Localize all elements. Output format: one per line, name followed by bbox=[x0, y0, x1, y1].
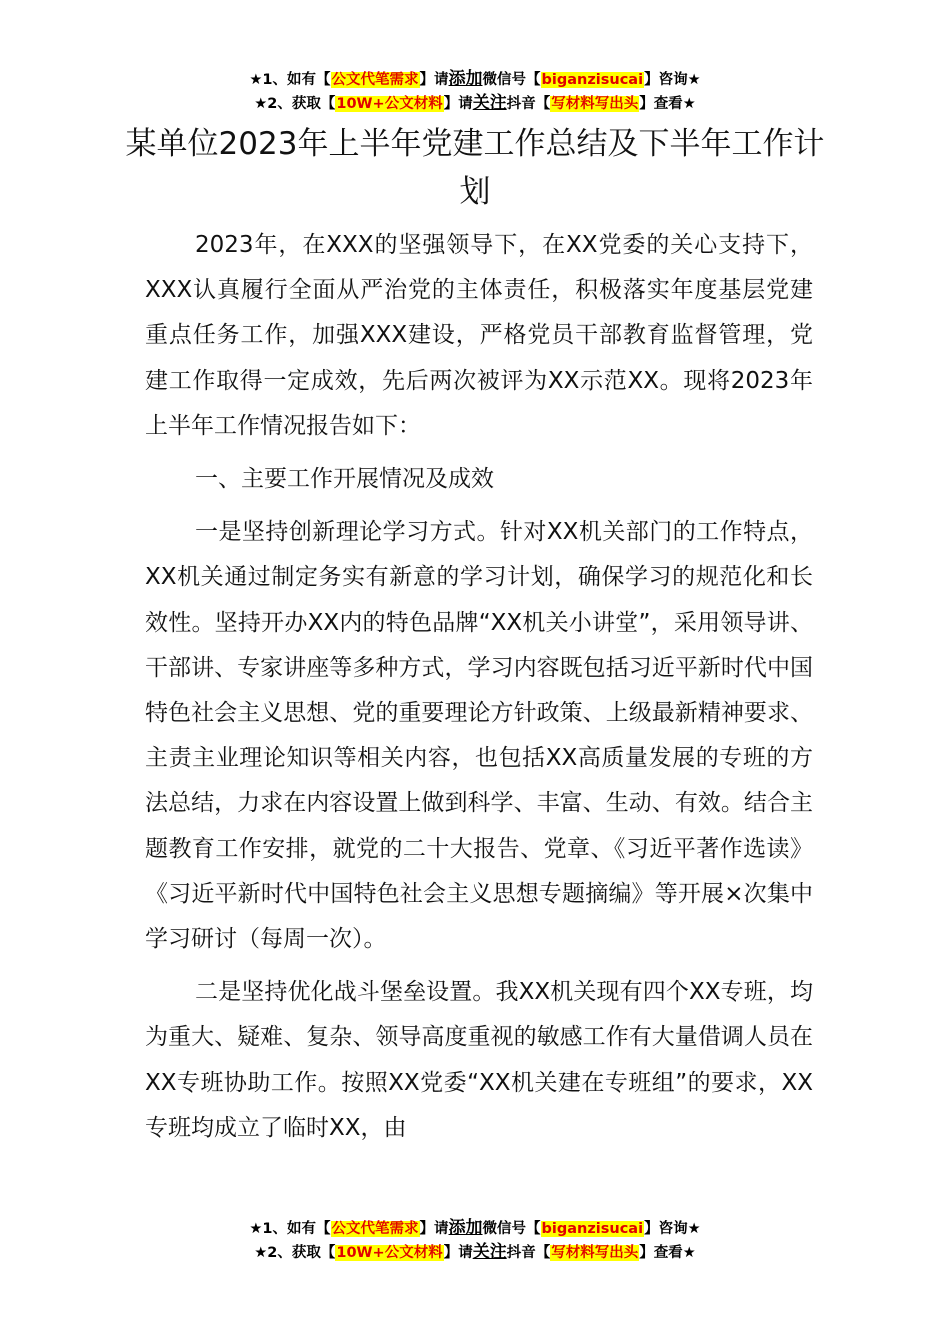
banner-text: 】请 bbox=[419, 72, 449, 88]
top-ad-banner bbox=[0, 68, 950, 116]
banner-text: 】咨询★ bbox=[644, 1221, 701, 1237]
banner-text: 】请 bbox=[443, 96, 473, 112]
banner-text: ★2、获取【 bbox=[254, 1245, 336, 1261]
banner-underlined-text: 关注 bbox=[472, 93, 507, 113]
banner-text: 抖音【 bbox=[506, 96, 551, 112]
banner-text: 】请 bbox=[443, 1245, 473, 1261]
banner-text: ★1、如有【 bbox=[249, 1221, 331, 1237]
highlight-writing-service: 公文代笔需求 bbox=[331, 1221, 419, 1237]
banner-underlined-text: 关注 bbox=[472, 1242, 507, 1262]
bottom-ad-banner bbox=[0, 1217, 950, 1265]
highlight-materials: 10W+公文材料 bbox=[336, 1245, 443, 1261]
highlight-wechat-id: biganzisucai bbox=[541, 1221, 644, 1237]
highlight-materials: 10W+公文材料 bbox=[336, 96, 443, 112]
highlight-writing-service: 公文代笔需求 bbox=[331, 72, 419, 88]
banner-text: 】请 bbox=[419, 1221, 449, 1237]
banner-underlined-text: 添加 bbox=[448, 1218, 483, 1238]
highlight-douyin-account: 写材料写出头 bbox=[551, 96, 639, 112]
document-body bbox=[145, 223, 813, 1159]
banner-text: 抖音【 bbox=[506, 1245, 551, 1261]
banner-line-1 bbox=[0, 68, 950, 92]
banner-text: ★1、如有【 bbox=[249, 72, 331, 88]
banner-text: 微信号【 bbox=[482, 1221, 541, 1237]
body-paragraph: 一是坚持创新理论学习方式。针对XX机关部门的工作特点，XX机关通过制定务实有新意的学习计划，确保学习的规范化和长效性。坚持开办XX内的特色品牌“XX机关小讲堂”，采用领导讲、干部讲、专家讲座等多种方式，学习内容既包括习近平新时代中国特色社会主义思想、党的重要理论方针政策、上级最新精神要求、主责主业理论知识等相关内容，也包括XX高质量发展的专班的方法总结，力求在内容设置上做到科学、丰富、生动、有效。结合主题教育工作安排，就党的二十大报告、党章、《习近平著作选读》《习近平新时代中国特色社会主义思想专题摘编》等开展×次集中学习研讨（每周一次）。 bbox=[145, 519, 813, 953]
banner-line-2 bbox=[0, 1241, 950, 1265]
banner-text: 微信号【 bbox=[482, 72, 541, 88]
highlight-douyin-account: 写材料写出头 bbox=[551, 1245, 639, 1261]
section-heading: 一、主要工作开展情况及成效 bbox=[195, 466, 494, 493]
document-title: 某单位2023年上半年党建工作总结及下半年工作计划 bbox=[125, 126, 825, 210]
banner-text: 】查看★ bbox=[639, 96, 696, 112]
banner-line-2 bbox=[0, 92, 950, 116]
banner-underlined-text: 添加 bbox=[448, 69, 483, 89]
intro-paragraph: 2023年，在XXX的坚强领导下，在XX党委的关心支持下，XXX认真履行全面从严治党的主体责任，积极落实年度基层党建重点任务工作，加强XXX建设，严格党员干部教育监督管理，党建工作取得一定成效，先后两次被评为XX示范XX。现将2023年上半年工作情况报告如下： bbox=[145, 232, 813, 439]
highlight-wechat-id: biganzisucai bbox=[541, 72, 644, 88]
banner-text: 】咨询★ bbox=[644, 72, 701, 88]
body-paragraph: 二是坚持优化战斗堡垒设置。我XX机关现有四个XX专班，均为重大、疑难、复杂、领导高度重视的敏感工作有大量借调人员在XX专班协助工作。按照XX党委“XX机关建在专班组”的要求，XX专班均成立了临时XX，由 bbox=[145, 979, 813, 1141]
banner-text: 】查看★ bbox=[639, 1245, 696, 1261]
banner-line-1 bbox=[0, 1217, 950, 1241]
banner-text: ★2、获取【 bbox=[254, 96, 336, 112]
